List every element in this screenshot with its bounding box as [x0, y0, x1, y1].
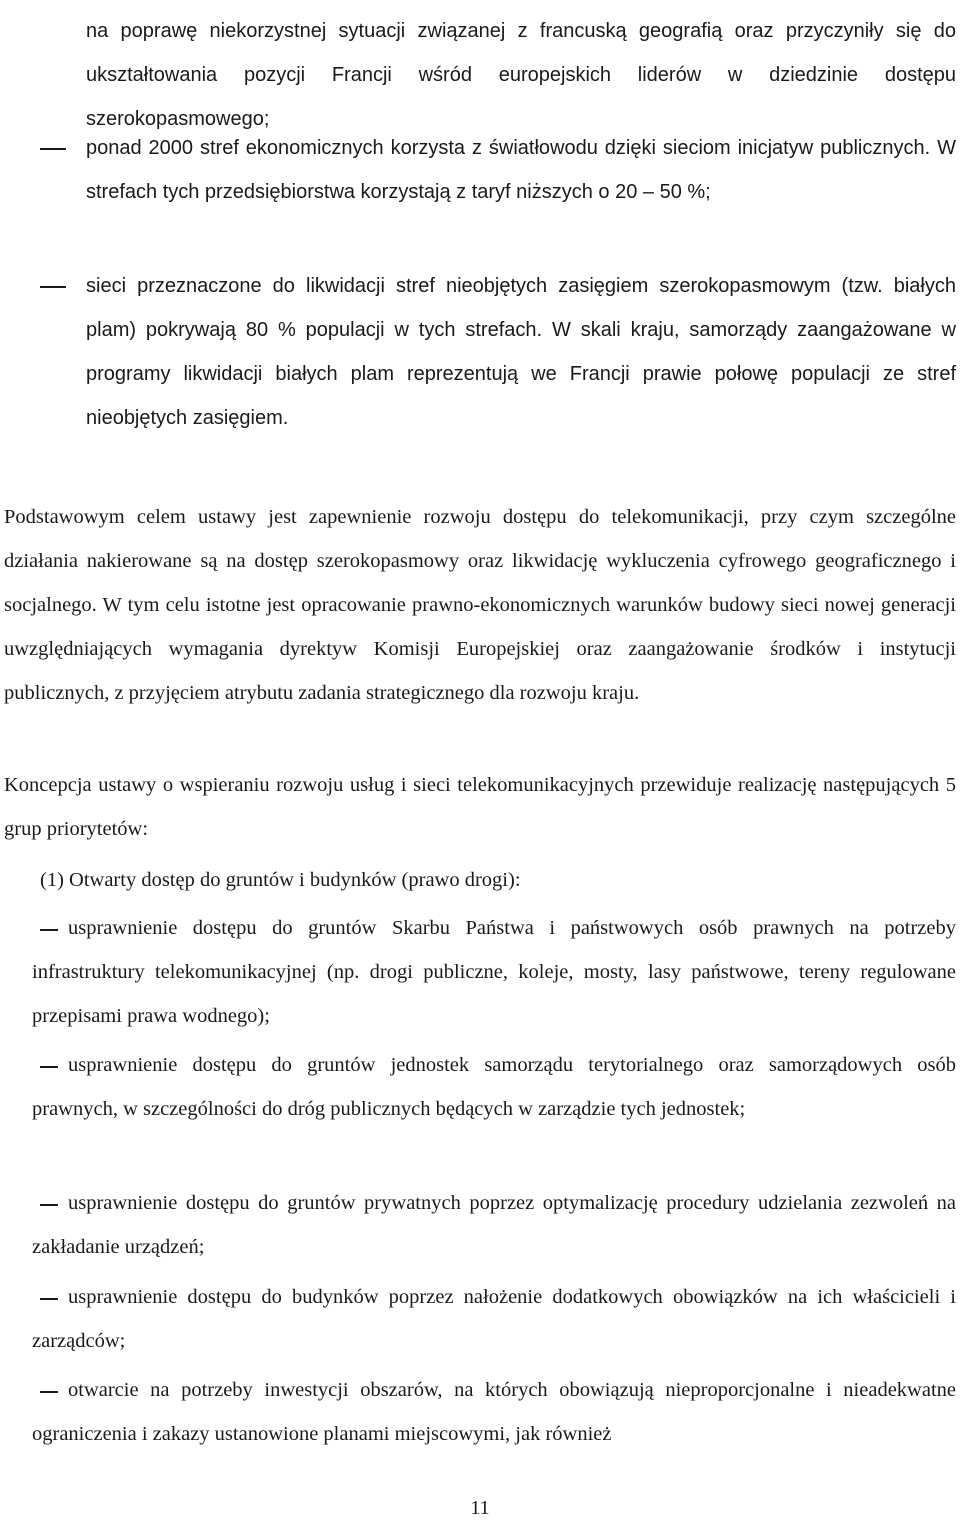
page-number: 11: [470, 1497, 490, 1519]
paragraph-concept: Koncepcja ustawy o wspieraniu rozwoju usług i sieci telekomunikacyjnych przewiduje realizację następujących 5 grup priorytetów:: [4, 774, 956, 840]
priority-item-local-government-land: usprawnienie dostępu do gruntów jednostek samorządu terytorialnego oraz samorządowych osób prawnych, w szczególności do dróg publicznych będących w zarządzie tych jednostek;: [32, 1054, 956, 1120]
priority-heading: (1) Otwarty dostęp do gruntów i budynków (prawo drogi):: [40, 869, 521, 891]
priority-item-local-plans: otwarcie na potrzeby inwestycji obszarów, na których obowiązują nieproporcjonalne i nieadekwatne ograniczenia i zakazy ustanowione planami miejscowymi, jak również: [32, 1379, 956, 1445]
priority-item-private-land: usprawnienie dostępu do gruntów prywatnych poprzez optymalizację procedury udzielania zezwoleń na zakładanie urządzeń;: [32, 1192, 956, 1258]
dash-bullet: [40, 148, 66, 150]
priority-item-state-land: usprawnienie dostępu do gruntów Skarbu Państwa i państwowych osób prawnych na potrzeby infrastruktury telekomunikacyjnej (np. drogi publiczne, koleje, mosty, lasy państwowe, tereny regulowane przepisami prawa wodnego);: [32, 917, 956, 1027]
dash-bullet: [40, 286, 66, 288]
list-item-economic-zones: ponad 2000 stref ekonomicznych korzysta z światłowodu dzięki sieciom inicjatyw publicznych. W strefach tych przedsiębiorstwa korzystają z taryf niższych o 20 – 50 %;: [86, 137, 956, 203]
list-item-white-spots: sieci przeznaczone do likwidacji stref nieobjętych zasięgiem szerokopasmowym (tzw. białych plam) pokrywają 80 % populacji w tych strefach. W skali kraju, samorządy zaangażowane w programy likwidacji białych plam reprezentują we Francji prawie połowę populacji ze stref nieobjętych zasięgiem.: [86, 275, 956, 429]
priority-item-buildings: usprawnienie dostępu do budynków poprzez nałożenie dodatkowych obowiązków na ich właścicieli i zarządców;: [32, 1286, 956, 1352]
paragraph-main-goal: Podstawowym celem ustawy jest zapewnienie rozwoju dostępu do telekomunikacji, przy czym szczególne działania nakierowane są na dostęp szerokopasmowy oraz likwidację wykluczenia cyfrowego geograficznego i socjalnego. W tym celu istotne jest opracowanie prawno-ekonomicznych warunków budowy sieci nowej generacji uwzględniających wymagania dyrektyw Komisji Europejskiej oraz zaangażowanie środków i instytucji publicznych, z przyjęciem atrybutu zadania strategicznego dla rozwoju kraju.: [4, 506, 956, 704]
list-item-continuation: na poprawę niekorzystnej sytuacji związanej z francuską geografią oraz przyczyniły się do ukształtowania pozycji Francji wśród europejskich liderów w dziedzinie dostępu szerokopasmowego;: [86, 20, 956, 130]
